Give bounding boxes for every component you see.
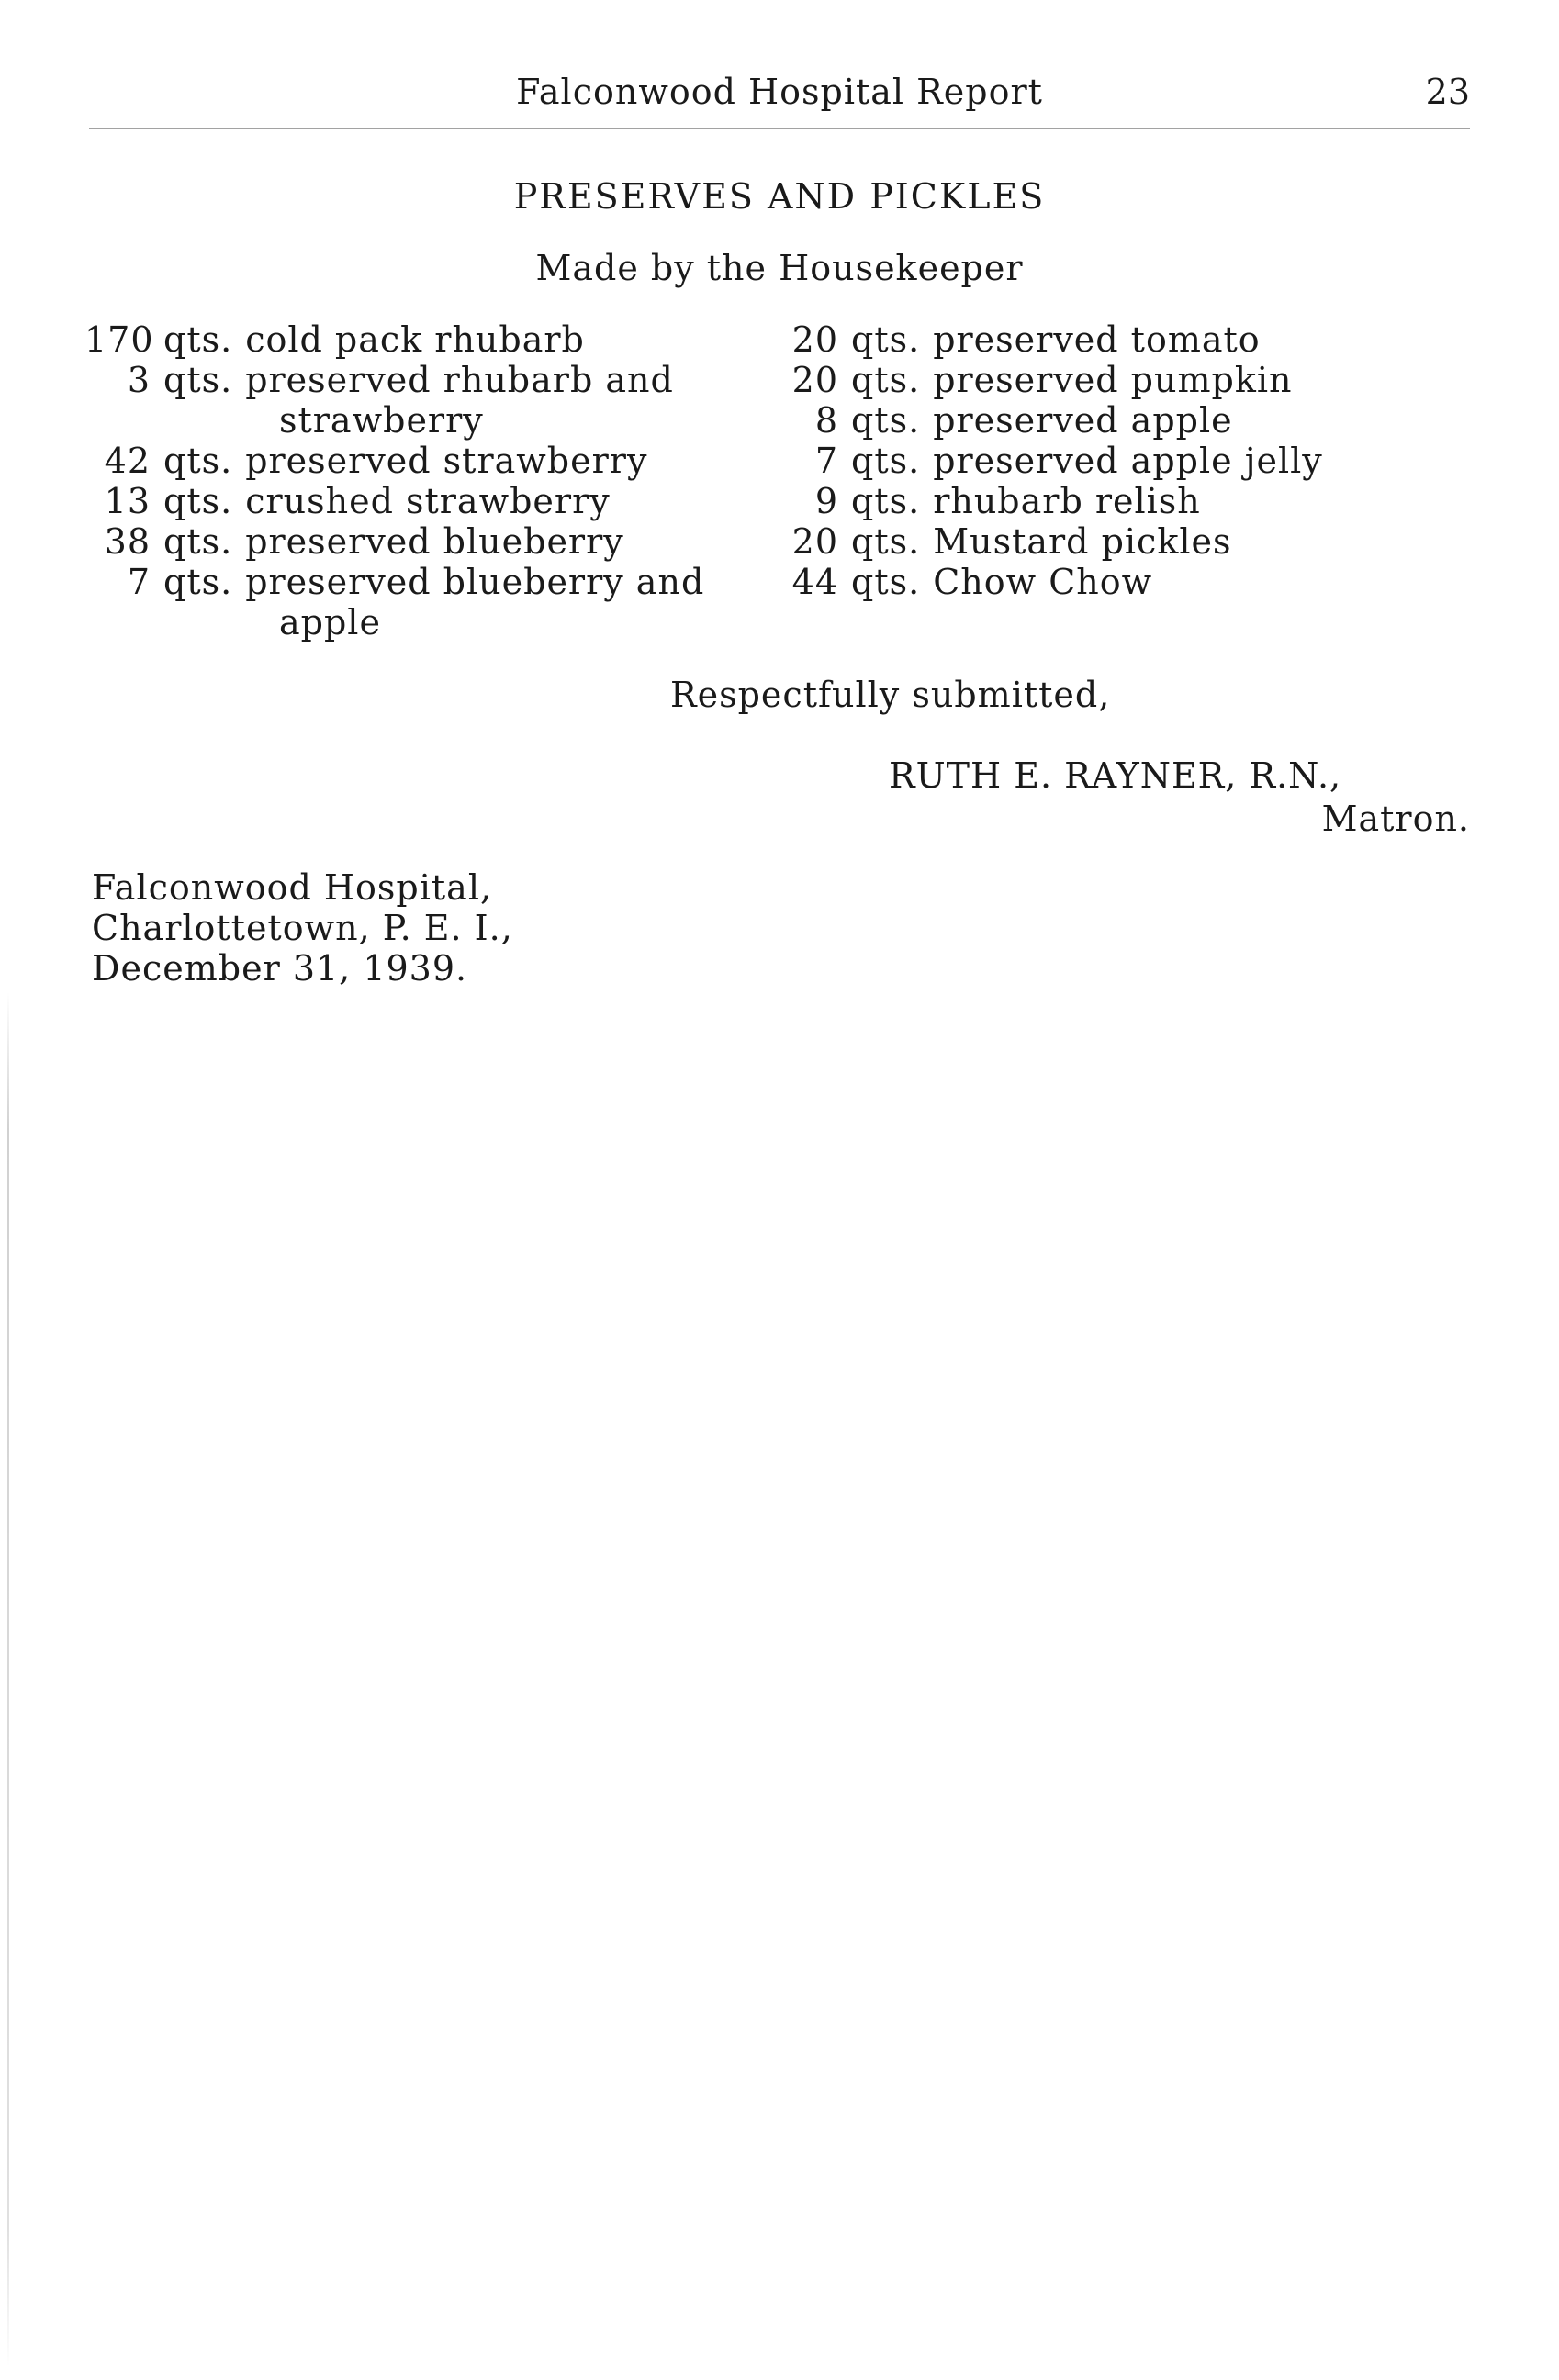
item-description: crushed strawberry bbox=[245, 481, 611, 521]
item-quantity: 20 bbox=[791, 319, 838, 360]
header-rule bbox=[89, 128, 1470, 129]
item-unit: qts. bbox=[851, 360, 921, 400]
list-item bbox=[785, 562, 1483, 602]
list-item bbox=[785, 521, 1483, 562]
page-number: 23 bbox=[1425, 72, 1470, 112]
item-description: preserved apple jelly bbox=[933, 441, 1323, 481]
item-quantity: 20 bbox=[791, 521, 838, 562]
item-description: Chow Chow bbox=[933, 562, 1153, 602]
list-item bbox=[84, 481, 746, 521]
list-item bbox=[84, 360, 746, 441]
preserves-list-left bbox=[84, 319, 746, 642]
item-description: preserved apple bbox=[933, 400, 1233, 441]
item-quantity: 9 bbox=[814, 481, 838, 521]
address-line: Falconwood Hospital, bbox=[92, 867, 493, 908]
item-quantity: 42 bbox=[104, 441, 151, 481]
item-quantity: 8 bbox=[814, 400, 838, 441]
item-unit: qts. bbox=[163, 481, 233, 521]
item-description: preserved strawberry bbox=[245, 441, 648, 481]
item-description: preserved pumpkin bbox=[933, 360, 1293, 400]
closing-salutation: Respectfully submitted, bbox=[670, 675, 1111, 715]
list-item bbox=[84, 441, 746, 481]
running-header bbox=[0, 72, 1559, 117]
item-quantity: 7 bbox=[814, 441, 838, 481]
signer-name: RUTH E. RAYNER, R.N., bbox=[889, 755, 1342, 796]
item-quantity: 3 bbox=[127, 360, 151, 400]
item-description: Mustard pickles bbox=[933, 521, 1232, 562]
sender-address bbox=[92, 867, 513, 989]
item-unit: qts. bbox=[163, 521, 233, 562]
item-unit: qts. bbox=[851, 481, 921, 521]
item-unit: qts. bbox=[851, 319, 921, 360]
list-item bbox=[785, 360, 1483, 400]
item-unit: qts. bbox=[851, 562, 921, 602]
item-description: preserved blueberry and bbox=[245, 562, 705, 602]
item-description: preserved blueberry bbox=[245, 521, 624, 562]
page-binding-edge bbox=[7, 991, 9, 2368]
item-unit: qts. bbox=[163, 360, 233, 400]
list-item bbox=[84, 521, 746, 562]
item-unit: qts. bbox=[163, 441, 233, 481]
item-quantity: 44 bbox=[791, 562, 838, 602]
list-item bbox=[785, 441, 1483, 481]
item-unit: qts. bbox=[851, 400, 921, 441]
section-title: PRESERVES AND PICKLES bbox=[513, 176, 1046, 217]
item-quantity: 20 bbox=[791, 360, 838, 400]
item-unit: qts. bbox=[851, 521, 921, 562]
item-description: preserved tomato bbox=[933, 319, 1261, 360]
address-line: Charlottetown, P. E. I., bbox=[92, 908, 513, 948]
item-description-continuation: strawberry bbox=[279, 400, 484, 441]
item-quantity: 7 bbox=[127, 562, 151, 602]
item-unit: qts. bbox=[851, 441, 921, 481]
item-quantity: 13 bbox=[104, 481, 151, 521]
running-title: Falconwood Hospital Report bbox=[516, 72, 1043, 112]
item-unit: qts. bbox=[163, 319, 233, 360]
list-item bbox=[84, 562, 746, 642]
list-item bbox=[785, 481, 1483, 521]
section-subtitle: Made by the Housekeeper bbox=[535, 248, 1024, 288]
item-quantity: 38 bbox=[104, 521, 151, 562]
list-item bbox=[785, 319, 1483, 360]
item-description: cold pack rhubarb bbox=[245, 319, 585, 360]
list-item bbox=[785, 400, 1483, 441]
signer-title: Matron. bbox=[1321, 799, 1470, 839]
list-item bbox=[84, 319, 746, 360]
address-date: December 31, 1939. bbox=[92, 948, 468, 989]
preserves-list-right bbox=[785, 319, 1483, 602]
item-quantity: 170 bbox=[84, 319, 154, 360]
item-description: rhubarb relish bbox=[933, 481, 1201, 521]
item-description-continuation: apple bbox=[279, 602, 381, 642]
item-description: preserved rhubarb and bbox=[245, 360, 674, 400]
item-unit: qts. bbox=[163, 562, 233, 602]
